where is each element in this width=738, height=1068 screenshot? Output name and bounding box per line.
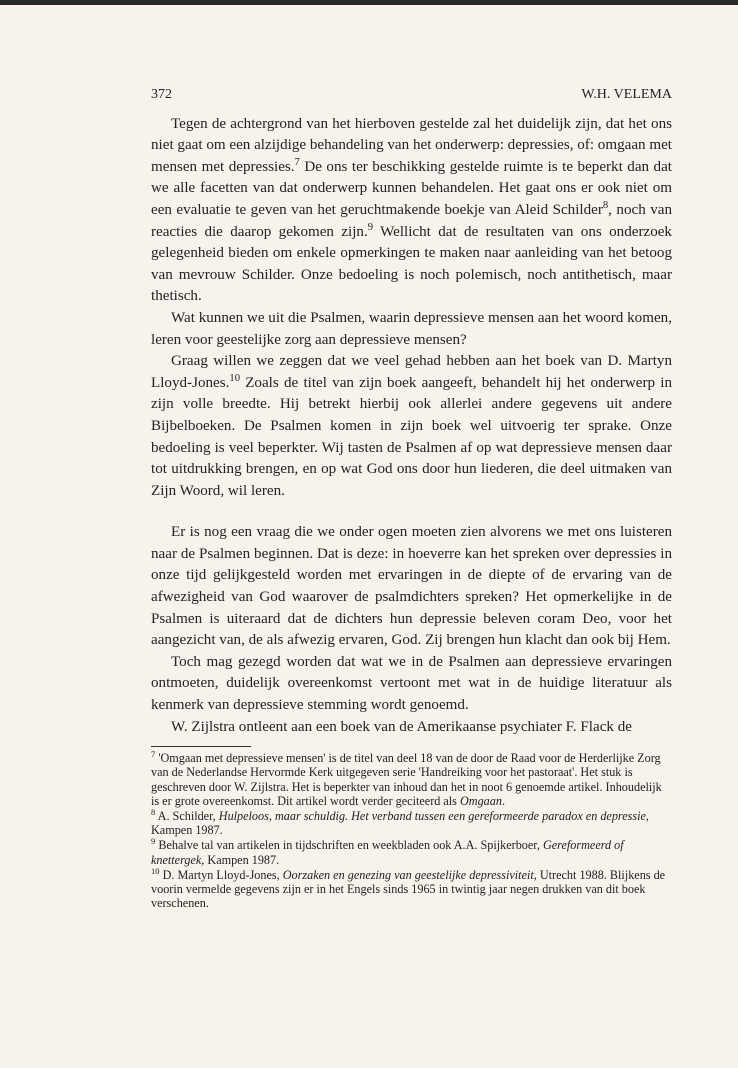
footnote-ref-8: 8 [602,199,609,211]
page-number: 372 [151,87,172,102]
footnotes [151,751,672,910]
paragraph-5: Toch mag gezegd worden dat wat we in de Psalmen aan depressieve ervaringen ontmoeten, duidelijk overeenkomst vertoont met wat in de huidige literatuur als kenmerk van depressieve stemming wordt genoemd. [151,653,672,714]
footnote-10: $^{10}$ D. Martyn Lloyd-Jones, Oorzaken en genezing van geestelijke depressiviteit, Utrecht 1988. Blijkens de voorin vermelde gegevens zijn er in het Engels sinds 1965 in twintig jaar negen drukken van dit boek verschenen. [151,865,666,911]
footnote-ref-9: 9 [367,221,374,233]
footnote-ref-10: 10 [229,372,240,384]
running-header [151,84,672,106]
footnote-7: $^7$ 'Omgaan met depressieve mensen' is de titel van deel 18 van de door de Raad voor de Herderlijke Zorg van de Nederlandse Hervormde Kerk uitgegeven serie 'Handreiking voor het pastoraat'. Het stuk is geschreven door W. Zijlstra. Het is beperkter van inhoud dan het in noot 6 genoemde artikel. Inhoudelijk is er grote overeenkomst. Dit artikel wordt verder geciteerd als Omgaan. [151,749,662,808]
book-page [151,84,672,911]
running-author: W.H. VELEMA [581,87,672,102]
paragraph-4: Er is nog een vraag die we onder ogen moeten zien alvorens we met ons luisteren naar de Psalmen beginnen. Dat is deze: in hoeverre kan het spreken over depressies in onze tijd gelijkgesteld worden met ervaringen in de diepte of de ervaring van de afwezigheid van God waarover de psalmdichters spreken? Het opmerkelijke in de Psalmen is uiteraard dat de dichters hun depressie beleven coram Deo, voor het aangezicht van, de als afwezig ervaren, God. Zij brengen hun klacht dan ook bij Hem. [151,524,672,649]
footnote-8: $^8$ A. Schilder, Hulpeloos, maar schuldig. Het verband tussen een gereformeerde paradox en depressie, Kampen 1987. [151,806,649,838]
footnote-ref-7: 7 [294,156,300,168]
section-gap [151,502,672,522]
footnote-separator [151,746,251,747]
paragraph-3: Graag willen we zeggen dat we veel gehad hebben aan het boek van D. Martyn Lloyd-Jones.$^{10}$ Zoals de titel van zijn boek aangeeft, behandelt hij het onderwerp in zijn volle breedte. Hij betrekt hierbij ook allerlei andere gegevens uit andere Bijbelboeken. De Psalmen komen in zijn boek wel uitvoerig ter sprake. Onze bedoeling is veel beperkter. Wij tasten de Psalmen af op wat depressieve mensen daar tot uitdrukking brengen, en op wat God ons door hun liederen, die deel uitmaken van Zijn Woord, wil leren. [151,353,672,499]
paragraph-2: Wat kunnen we uit die Psalmen, waarin depressieve mensen aan het woord komen, leren voor geestelijke zorg aan depressieve mensen? [151,309,672,348]
paragraph-1: Tegen de achtergrond van het hierboven gestelde zal het duidelijk zijn, dat het ons niet gaat om een alzijdige behandeling van het onderwerp: depressies, of: omgaan met mensen met depressies.$^7$ De ons ter beschikking gestelde ruimte is te beperkt dan dat we alle facetten van dat onderwerp kunnen behandelen. Het gaat ons er ook niet om een evaluatie te geven van het geruchtmakende boekje van Aleid Schilder$^8$, noch van reacties die daarop gekomen zijn.$^9$ Wellicht dat de resultaten van ons onderzoek gelegenheid bieden om enkele opmerkingen te maken naar aanleiding van het betoog van mevrouw Schilder. Onze bedoeling is noch polemisch, noch antithetisch, maar thetisch. [151,115,673,305]
footnote-9: $^9$ Behalve tal van artikelen in tijdschriften en weekbladen ook A.A. Spijkerboer, Gereformeerd of knettergek, Kampen 1987. [151,836,624,867]
paragraph-6: W. Zijlstra ontleent aan een boek van de Amerikaanse psychiater F. Flack de [171,718,632,735]
